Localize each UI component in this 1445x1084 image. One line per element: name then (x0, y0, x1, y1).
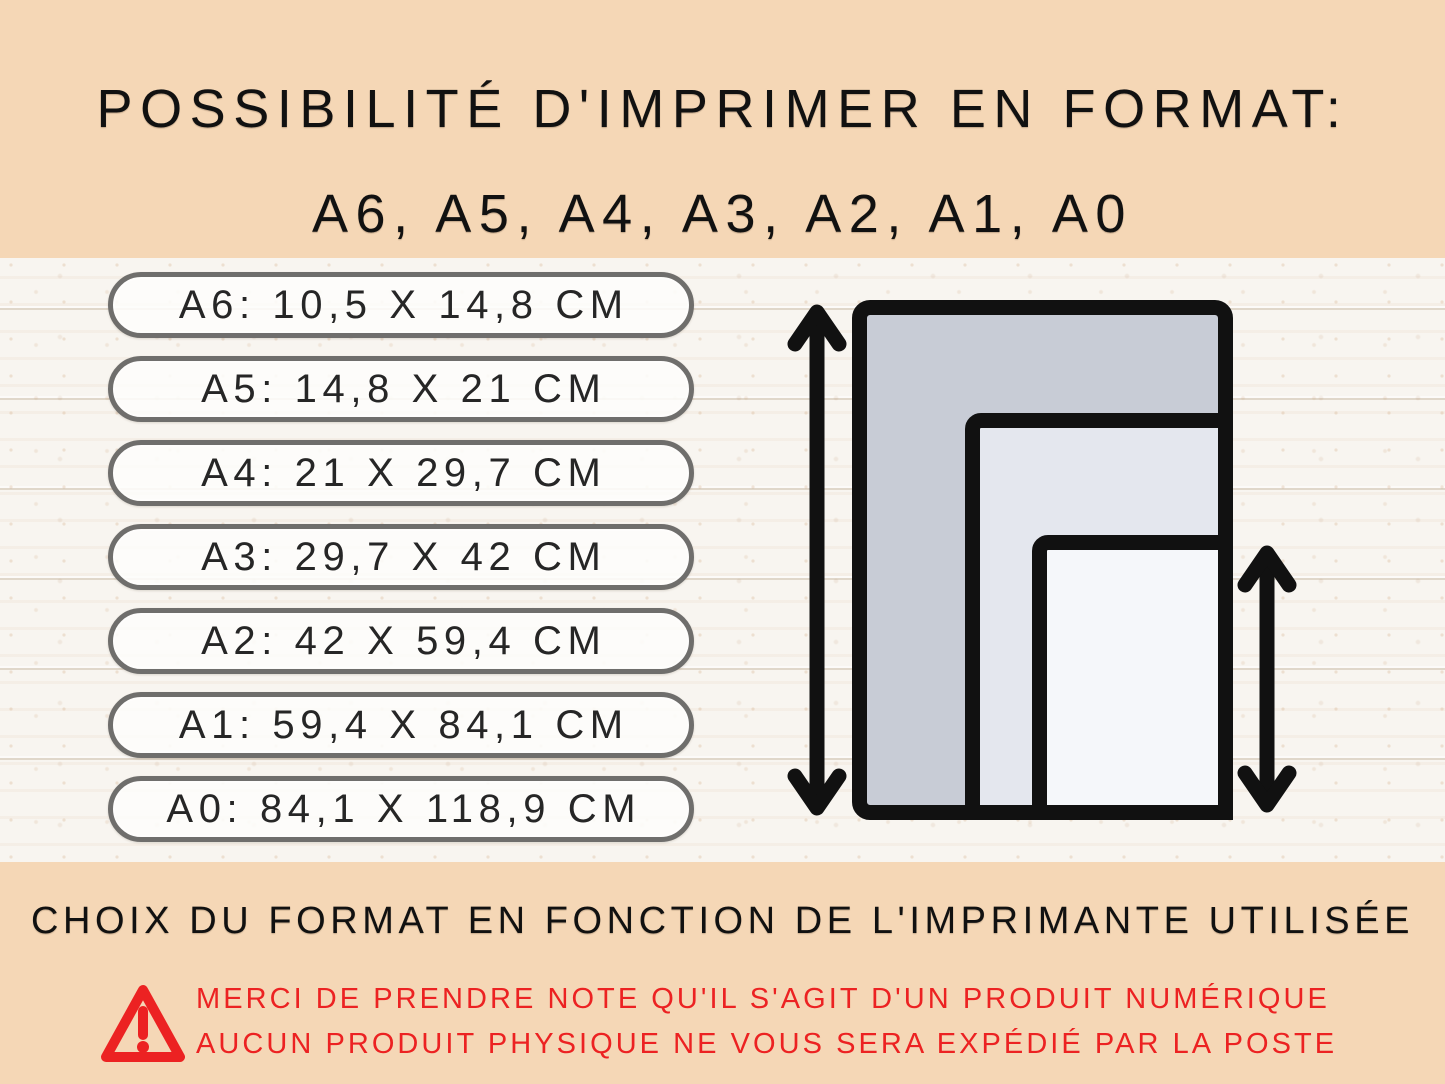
format-pill-a2-label: A2: 42 X 59,4 CM (201, 618, 607, 663)
warning-text-line-2: AUCUN PRODUIT PHYSIQUE NE VOUS SERA EXPÉDIÉ PAR LA POSTE (196, 1028, 1338, 1060)
format-pill-a3-label: A3: 29,7 X 42 CM (201, 534, 607, 579)
warning-triangle-icon (100, 982, 186, 1066)
vertical-double-arrow-icon (1235, 531, 1299, 827)
format-pill-a1-label: A1: 59,4 X 84,1 CM (178, 702, 629, 747)
format-pill-a5 (108, 356, 694, 422)
format-choice-heading: CHOIX DU FORMAT EN FONCTION DE L'IMPRIMANTE UTILISÉE (30, 900, 1415, 942)
format-pill-a0-label: A0: 84,1 X 118,9 CM (166, 786, 642, 831)
format-pill-a6-label: A6: 10,5 X 14,8 CM (178, 282, 629, 327)
format-pill-a6 (108, 272, 694, 338)
format-pill-a0 (108, 776, 694, 842)
paper-sheet-small (1032, 535, 1233, 820)
vertical-double-arrow-icon (785, 290, 849, 830)
page-title-line-1: POSSIBILITÉ D'IMPRIMER EN FORMAT: (96, 79, 1349, 139)
format-pill-a2 (108, 608, 694, 674)
format-pill-a5-label: A5: 14,8 X 21 CM (201, 366, 607, 411)
format-pill-a4 (108, 440, 694, 506)
format-pill-a3 (108, 524, 694, 590)
page-title-line-2: A6, A5, A4, A3, A2, A1, A0 (311, 184, 1134, 244)
format-pill-a1 (108, 692, 694, 758)
warning-text-line-1: MERCI DE PRENDRE NOTE QU'IL S'AGIT D'UN PRODUIT NUMÉRIQUE (196, 983, 1330, 1015)
format-pill-a4-label: A4: 21 X 29,7 CM (201, 450, 607, 495)
